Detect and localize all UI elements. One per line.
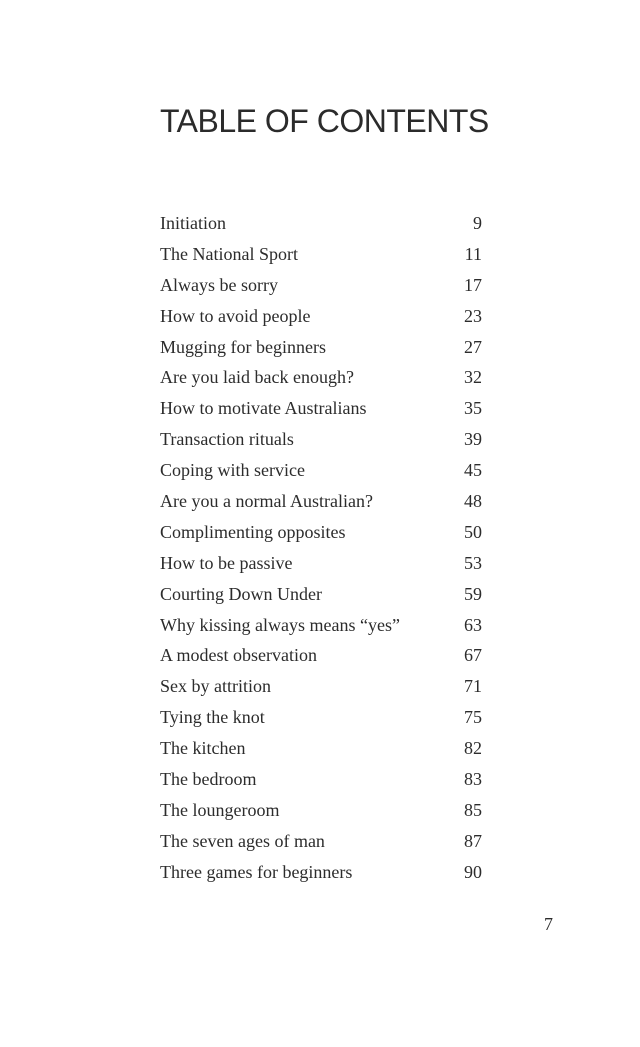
toc-entry-page: 83 bbox=[464, 769, 482, 790]
toc-entry-page: 90 bbox=[464, 861, 482, 882]
toc-entry-title: How to be passive bbox=[160, 552, 293, 573]
toc-entry-title: The National Sport bbox=[160, 243, 298, 264]
toc-entry-title: Courting Down Under bbox=[160, 583, 322, 604]
toc-entry-page: 27 bbox=[464, 336, 482, 357]
toc-entry-page: 45 bbox=[464, 460, 482, 481]
toc-entry-page: 85 bbox=[464, 799, 482, 820]
toc-entry-page: 71 bbox=[464, 676, 482, 697]
toc-entry-title: The loungeroom bbox=[160, 799, 280, 820]
toc-entry-title: Are you laid back enough? bbox=[160, 367, 354, 388]
toc-entry bbox=[160, 424, 482, 455]
toc-entry-title: Transaction rituals bbox=[160, 429, 294, 450]
toc-entry bbox=[160, 579, 482, 610]
toc-entry-title: Three games for beginners bbox=[160, 861, 353, 882]
toc-entry-page: 75 bbox=[464, 707, 482, 728]
toc-entry-page: 53 bbox=[464, 552, 482, 573]
toc-entry-title: The seven ages of man bbox=[160, 830, 325, 851]
toc-entry bbox=[160, 239, 482, 270]
toc-entry-title: A modest observation bbox=[160, 645, 317, 666]
toc-entry bbox=[160, 733, 482, 764]
toc-entry bbox=[160, 764, 482, 795]
toc-list bbox=[160, 208, 482, 888]
toc-entry-page: 23 bbox=[464, 305, 482, 326]
toc-entry-title: Mugging for beginners bbox=[160, 336, 326, 357]
toc-entry-title: The kitchen bbox=[160, 738, 246, 759]
toc-entry-title: Tying the knot bbox=[160, 707, 265, 728]
toc-entry-page: 59 bbox=[464, 583, 482, 604]
toc-entry bbox=[160, 610, 482, 641]
toc-entry-title: Why kissing always means “yes” bbox=[160, 614, 400, 635]
toc-entry bbox=[160, 208, 482, 239]
toc-entry-title: Coping with service bbox=[160, 460, 305, 481]
toc-entry bbox=[160, 640, 482, 671]
toc-entry-title: Initiation bbox=[160, 213, 226, 233]
toc-entry bbox=[160, 857, 482, 888]
toc-entry-title: Complimenting opposites bbox=[160, 521, 346, 542]
toc-entry bbox=[160, 486, 482, 517]
toc-entry bbox=[160, 671, 482, 702]
toc-entry bbox=[160, 702, 482, 733]
toc-entry-page: 50 bbox=[464, 521, 482, 542]
page-title: TABLE OF CONTENTS bbox=[160, 103, 489, 139]
toc-entry bbox=[160, 362, 482, 393]
toc-entry-title: Sex by attrition bbox=[160, 676, 271, 697]
toc-entry bbox=[160, 393, 482, 424]
toc-entry-page: 32 bbox=[464, 367, 482, 388]
toc-entry bbox=[160, 301, 482, 332]
toc-entry-page: 9 bbox=[473, 213, 482, 233]
toc-entry-title: Always be sorry bbox=[160, 274, 278, 295]
toc-entry-page: 87 bbox=[464, 830, 482, 851]
toc-entry-page: 48 bbox=[464, 491, 482, 512]
toc-entry-page: 39 bbox=[464, 429, 482, 450]
toc-entry-page: 67 bbox=[464, 645, 482, 666]
toc-entry-page: 11 bbox=[464, 243, 482, 264]
toc-entry-title: Are you a normal Australian? bbox=[160, 491, 373, 512]
toc-entry-page: 35 bbox=[464, 398, 482, 419]
toc-entry-title: How to motivate Australians bbox=[160, 398, 367, 419]
toc-entry-page: 63 bbox=[464, 614, 482, 635]
toc-entry-title: How to avoid people bbox=[160, 305, 311, 326]
toc-entry-page: 82 bbox=[464, 738, 482, 759]
toc-entry bbox=[160, 548, 482, 579]
toc-entry bbox=[160, 332, 482, 363]
toc-entry bbox=[160, 517, 482, 548]
toc-entry bbox=[160, 455, 482, 486]
toc-entry-title: The bedroom bbox=[160, 769, 257, 790]
toc-entry bbox=[160, 826, 482, 857]
page-number: 7 bbox=[544, 914, 553, 934]
toc-entry-page: 17 bbox=[464, 274, 482, 295]
toc-entry bbox=[160, 270, 482, 301]
toc-entry bbox=[160, 795, 482, 826]
